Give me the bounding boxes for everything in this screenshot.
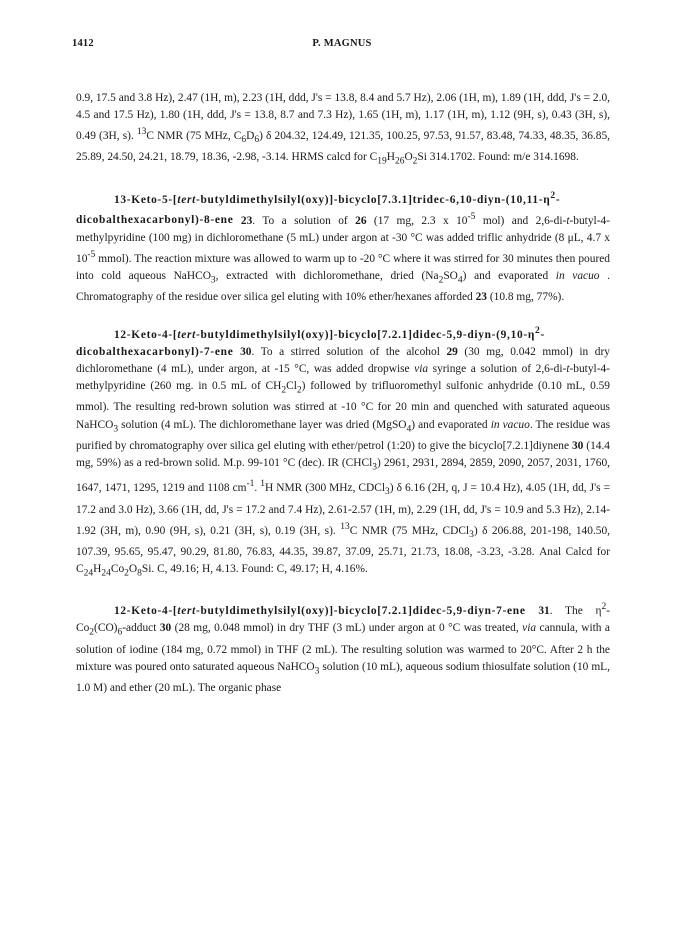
compound-number: 30 bbox=[159, 622, 172, 635]
text-run: syringe a solution of 2,6-di- bbox=[428, 362, 567, 375]
text-run: H bbox=[386, 151, 395, 164]
text-run: C NMR (75 MHz, CDCl bbox=[349, 524, 470, 537]
text-run bbox=[526, 605, 539, 617]
subscript-text: 3 bbox=[469, 529, 474, 540]
compound-name-heading bbox=[114, 605, 526, 617]
text-run bbox=[233, 214, 240, 226]
text-run: C NMR (75 MHz, C bbox=[146, 129, 242, 142]
subscript-text: 24 bbox=[101, 568, 111, 579]
text-run: . To a solution of bbox=[252, 214, 356, 227]
compound-number: 30 bbox=[240, 345, 252, 358]
text-run: -butyldimethylsilyl(oxy)]-bicyclo[7.2.1]didec-5,9-diyn-(9,10-η bbox=[196, 328, 536, 341]
compound-number: 23 bbox=[475, 290, 487, 303]
text-run: 12-Keto-4-[ bbox=[114, 605, 178, 618]
text-run: ) followed by trifluoromethyl sulfonic anhydride (0.10 mL, 0.59 mmol). The resulting red-brown solution was stirred at -10 °C for 20 min and quenched with saturated aqueous NaHCO bbox=[76, 380, 611, 431]
text-run: ) δ 204.32, 124.49, 121.35, 100.25, 97.53, 91.57, 83.48, 74.33, 48.35, 36.85, 25.89, 24.50, 24.21, 18.79, 18.36, -2.98, -3.14. HRMS calcd for C bbox=[76, 129, 610, 164]
compound-number: 23 bbox=[240, 214, 253, 227]
text-run: ) δ 6.16 (2H, q, J = 10.4 Hz), 4.05 (1H, dd, J's = 17.2 and 3.0 Hz), 3.66 (1H, dd, J's = 17.2 and 7.4 Hz), 2.61-2.57 (1H, m), 2.29 (1H, dd, J's = 10.9 and 5.3 Hz), 2.14-1.92 (3H, m), 0.90 (9H, s), 0.21 (3H, s), 0.19 (3H, s). bbox=[76, 482, 610, 537]
compound-30-paragraph bbox=[76, 323, 610, 582]
superscript-text: -1 bbox=[246, 479, 255, 490]
compound-number: 29 bbox=[446, 345, 458, 358]
italic-text: tert bbox=[177, 328, 196, 341]
text-run: ) δ 206.88, 201-198, 140.50, 107.39, 95.65, 95.47, 90.29, 81.80, 76.83, 44.35, 39.87, 37.09, 25.71, 21.73, 18.08, -3.23, -3.28. Anal Calcd for C bbox=[76, 524, 610, 575]
subscript-text: 8 bbox=[137, 568, 142, 579]
italic-text: tert bbox=[177, 193, 196, 206]
text-run: O bbox=[128, 562, 138, 575]
text-run: Si. C, 49.16; H, 4.13. Found: C, 49.17; H, 4.16%. bbox=[141, 562, 368, 575]
text-run: Co bbox=[110, 562, 125, 575]
text-run: ) and evaporated bbox=[411, 418, 491, 431]
superscript-text: 2 bbox=[550, 190, 556, 201]
text-run: solution (10 mL), aqueous sodium thiosulfate solution (10 mL, 1.0 M) and ether (20 mL). The organic phase bbox=[76, 660, 610, 694]
text-run: . The residue was purified by chromatography over silica gel eluting with ether/petrol (1:20) to give the bicyclo[7.2.1]diynene bbox=[76, 418, 611, 452]
text-run: (17 mg, 2.3 x 10 bbox=[366, 214, 468, 227]
italic-text: in vacuo bbox=[555, 269, 600, 282]
text-run: mol) and 2,6-di- bbox=[475, 214, 567, 227]
text-run: cannula, with a solution of iodine (184 mg, 0.72 mmol) in THF (2 mL). The resulting solution was warmed to 20°C. After 2 h the mixture was poured onto saturated aqueous NaHCO bbox=[76, 622, 610, 673]
superscript-text: -5 bbox=[87, 249, 96, 260]
page-header bbox=[72, 38, 612, 54]
text-run: . The η bbox=[549, 605, 602, 618]
text-run: D bbox=[246, 129, 255, 142]
superscript-text: 13 bbox=[340, 521, 350, 532]
page-number: 1412 bbox=[72, 38, 94, 49]
text-run: -dicobalthexacarbonyl)-7-ene bbox=[76, 328, 545, 358]
text-run: H NMR (300 MHz, CDCl bbox=[265, 482, 386, 495]
compound-number: 30 bbox=[571, 439, 584, 452]
subscript-text: 3 bbox=[314, 665, 320, 676]
text-run: O bbox=[404, 151, 413, 164]
compound-23-paragraph bbox=[76, 188, 610, 306]
text-run: (10.8 mg, 77%). bbox=[487, 290, 565, 303]
compound-31-paragraph bbox=[76, 599, 610, 697]
text-run: 12-Keto-4-[ bbox=[114, 328, 178, 341]
subscript-text: 2 bbox=[281, 385, 287, 396]
superscript-text: 2 bbox=[535, 325, 541, 336]
superscript-text: 1 bbox=[260, 479, 266, 490]
text-run: Si 314.1702. Found: m/e 314.1698. bbox=[417, 151, 579, 164]
text-run: (28 mg, 0.048 mmol) in dry THF (3 mL) under argon at 0 °C was treated, bbox=[171, 622, 523, 635]
running-head-author: P. MAGNUS bbox=[312, 38, 372, 49]
text-run: . bbox=[254, 482, 261, 495]
text-run: -butyldimethylsilyl(oxy)]-bicyclo[7.3.1]tridec-6,10-diyn-(10,11-η bbox=[196, 193, 551, 206]
text-run: ) 2961, 2931, 2894, 2859, 2090, 2057, 2031, 1760, 1647, 1471, 1295, 1219 and 1108 cm bbox=[76, 456, 610, 495]
subscript-text: 6 bbox=[241, 135, 247, 146]
subscript-text: 2 bbox=[438, 274, 444, 285]
body-text bbox=[76, 90, 610, 714]
text-run: (14.4 mg, 59%) as a red-brown solid. M.p. 99-101 °C (dec). IR (CHCl bbox=[76, 439, 611, 469]
superscript-text: 13 bbox=[136, 127, 147, 138]
superscript-text: 2 bbox=[601, 602, 607, 613]
text-run: mmol). The reaction mixture was allowed to warm up to -20 °C where it was stirred for 30 minutes then poured into cold aqueous NaHCO bbox=[76, 252, 610, 282]
subscript-text: 24 bbox=[83, 568, 94, 579]
text-run: 0.9, 17.5 and 3.8 Hz), 2.47 (1H, m), 2.23 (1H, ddd, J's = 13.8, 8.4 and 5.7 Hz), 2.06 (1H, m), 1.89 (1H, ddd, J's = 2.0, 4.5 and 17.5 Hz), 1.80 (1H, ddd, J's = 13.8, 8.7 and 7.3 Hz), 1.65 (1H, m), 1.17 (1H, m), 1.12 (9H, s), 0.43 (3H, s), 0.49 (3H, s). bbox=[76, 92, 610, 142]
text-run: Cl bbox=[286, 380, 297, 393]
text-run: -dicobalthexacarbonyl)-8-ene bbox=[76, 193, 561, 227]
subscript-text: 2 bbox=[89, 627, 95, 638]
text-run: SO bbox=[443, 269, 458, 282]
subscript-text: 3 bbox=[385, 487, 390, 498]
text-run: ) and evaporated bbox=[462, 269, 556, 282]
compound-number: 31 bbox=[538, 605, 550, 618]
text-run: solution (4 mL). The dichloromethane layer was dried (MgSO bbox=[118, 418, 407, 431]
subscript-text: 2 bbox=[412, 156, 418, 167]
text-run: -adduct bbox=[122, 622, 160, 635]
subscript-text: 4 bbox=[406, 423, 412, 434]
text-run: . Chromatography of the residue over silica gel eluting with 10% ether/hexanes afforded bbox=[76, 269, 610, 303]
italic-text: via bbox=[522, 622, 537, 635]
italic-text: t bbox=[566, 214, 570, 227]
italic-text: in vacuo bbox=[490, 418, 530, 431]
italic-text: via bbox=[414, 362, 429, 375]
text-run: -butyl-4-methylpyridine (100 mg) in dichloromethane (5 mL) under argon at -30 °C was added triflic anhydride (8 μL, 4.7 x 10 bbox=[76, 214, 610, 265]
subscript-text: 26 bbox=[394, 156, 405, 167]
italic-text: tert bbox=[177, 605, 196, 618]
text-run: 13-Keto-5-[ bbox=[114, 193, 178, 206]
text-run: . To a stirred solution of the alcohol bbox=[251, 345, 447, 358]
compound-number: 26 bbox=[355, 214, 367, 227]
subscript-text: 3 bbox=[113, 423, 119, 434]
text-run: H bbox=[93, 562, 102, 575]
text-run: -butyldimethylsilyl(oxy)]-bicyclo[7.2.1]didec-5,9-diyn-7-ene bbox=[196, 605, 526, 618]
italic-text: t bbox=[566, 362, 570, 375]
text-run: (30 mg, 0.042 mmol) in dry dichloromethane (4 mL), under argon, at -15 °C, was added dropwise bbox=[76, 345, 610, 375]
text-run: , extracted with dichloromethane, dried (Na bbox=[215, 269, 439, 282]
text-run: -butyl-4-methylpyridine (260 mg. in 0.5 mL of CH bbox=[76, 362, 610, 393]
text-run: (CO) bbox=[94, 622, 118, 635]
subscript-text: 6 bbox=[117, 627, 123, 638]
subscript-text: 19 bbox=[377, 156, 387, 167]
subscript-text: 4 bbox=[457, 274, 463, 285]
subscript-text: 2 bbox=[296, 385, 302, 396]
subscript-text: 6 bbox=[254, 135, 260, 146]
subscript-text: 3 bbox=[210, 274, 216, 285]
superscript-text: -5 bbox=[467, 211, 476, 222]
subscript-text: 3 bbox=[372, 462, 377, 473]
nmr-data-continuation-paragraph bbox=[76, 90, 610, 171]
text-run: -Co bbox=[76, 605, 610, 635]
subscript-text: 2 bbox=[124, 568, 129, 579]
